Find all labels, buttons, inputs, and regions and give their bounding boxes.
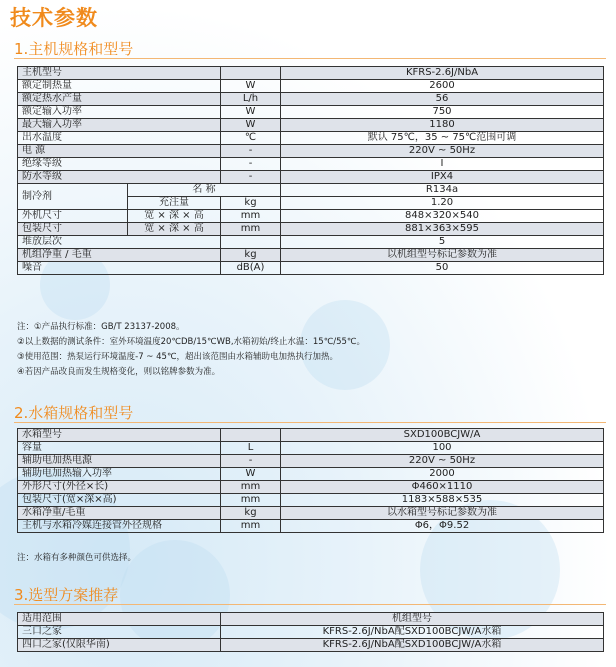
row-label: 噪音 [18, 262, 221, 275]
row-label: 电 源 [18, 145, 221, 158]
row-unit: L/h [221, 93, 281, 106]
row-label: 额定制热量 [18, 80, 221, 93]
row-unit: - [221, 455, 281, 468]
table-row [18, 249, 604, 262]
row-label: 三口之家 [18, 626, 221, 639]
row-label: 四口之家(仅限华南) [18, 639, 221, 652]
page-title: 技术参数 [10, 6, 98, 30]
row-unit: W [221, 80, 281, 93]
tank-note: 注：水箱有多种颜色可供选择。 [17, 553, 137, 563]
row-label: 主机与水箱冷媒连接管外径规格 [18, 520, 221, 533]
host-spec-table [17, 66, 604, 275]
row-label: 最大输入功率 [18, 119, 221, 132]
row-unit: W [221, 106, 281, 119]
divider [14, 604, 606, 605]
section2-title: 2.水箱规格和型号 [14, 404, 134, 422]
refrigerant-charge-label: 充注量 [128, 197, 221, 210]
row-value: KFRS-2.6J/NbA配SXD100BCJW/A水箱 [221, 639, 604, 652]
row-value: 56 [281, 93, 604, 106]
row-label: 外机尺寸 [18, 210, 128, 223]
row-value: 881×363×595 [281, 223, 604, 236]
row-unit: mm [221, 520, 281, 533]
table-row [18, 442, 604, 455]
table-row [18, 626, 604, 639]
table-row [18, 639, 604, 652]
row-value: 750 [281, 106, 604, 119]
header-value: 机组型号 [221, 613, 604, 626]
row-value: I [281, 158, 604, 171]
table-row [18, 145, 604, 158]
row-unit: W [221, 468, 281, 481]
note-line: ④若因产品改良而发生规格变化，则以铭牌参数为准。 [17, 367, 221, 377]
row-label: 包装尺寸 [18, 223, 128, 236]
row-unit: mm [221, 494, 281, 507]
row-value: SXD100BCJW/A [281, 429, 604, 442]
row-unit: W [221, 119, 281, 132]
row-value: 以机组型号标记参数为准 [281, 249, 604, 262]
table-row [18, 171, 604, 184]
row-unit [221, 429, 281, 442]
row-value: 1183×588×535 [281, 494, 604, 507]
row-unit: kg [221, 249, 281, 262]
row-unit: - [221, 171, 281, 184]
divider [14, 58, 606, 59]
divider [14, 422, 606, 423]
selection-table [17, 612, 604, 652]
row-label: 绝缘等级 [18, 158, 221, 171]
row-label: 额定热水产量 [18, 93, 221, 106]
row-label: 辅助电加热输入功率 [18, 468, 221, 481]
table-row [18, 223, 604, 236]
note-line: ②以上数据的测试条件：室外环境温度20℃DB/15℃WB,水箱初始/终止水温：15℃/55℃。 [17, 337, 365, 347]
row-sub: 宽 × 深 × 高 [128, 210, 221, 223]
table-header-row [18, 613, 604, 626]
section3-title: 3.选型方案推荐 [14, 586, 119, 604]
row-value: 50 [281, 262, 604, 275]
row-value: Φ6，Φ9.52 [281, 520, 604, 533]
row-label: 辅助电加热电源 [18, 455, 221, 468]
row-label: 防水等级 [18, 171, 221, 184]
row-label: 机组净重 / 毛重 [18, 249, 221, 262]
table-row [18, 481, 604, 494]
table-row [18, 67, 604, 80]
row-label: 包装尺寸(宽×深×高) [18, 494, 221, 507]
table-row [18, 210, 604, 223]
row-value: 1180 [281, 119, 604, 132]
tank-spec-table [17, 428, 604, 533]
table-row [18, 262, 604, 275]
row-label: 堆放层次 [18, 236, 221, 249]
table-row [18, 132, 604, 145]
row-unit: mm [221, 210, 281, 223]
row-value: KFRS-2.6J/NbA [281, 67, 604, 80]
table-row [18, 184, 604, 197]
row-value: 5 [281, 236, 604, 249]
host-notes [17, 320, 365, 380]
row-value: 2000 [281, 468, 604, 481]
row-value: 默认 75℃，35 ~ 75℃范围可调 [281, 132, 604, 145]
row-value: IPX4 [281, 171, 604, 184]
row-label: 主机型号 [18, 67, 221, 80]
row-value: KFRS-2.6J/NbA配SXD100BCJW/A水箱 [221, 626, 604, 639]
note-line: ③使用范围：热泵运行环境温度-7 ~ 45℃，超出该范围由水箱辅助电加热执行加热。 [17, 352, 338, 362]
row-unit: mm [221, 223, 281, 236]
table-row [18, 236, 604, 249]
row-unit: L [221, 442, 281, 455]
table-row [18, 93, 604, 106]
row-value: 848×320×540 [281, 210, 604, 223]
refrigerant-charge-unit: kg [221, 197, 281, 210]
row-value: Φ460×1110 [281, 481, 604, 494]
table-row [18, 80, 604, 93]
row-unit: kg [221, 507, 281, 520]
row-sub: 宽 × 深 × 高 [128, 223, 221, 236]
table-row [18, 455, 604, 468]
row-label: 容量 [18, 442, 221, 455]
row-value: 100 [281, 442, 604, 455]
table-row [18, 106, 604, 119]
row-value: 220V ~ 50Hz [281, 145, 604, 158]
row-unit [221, 236, 281, 249]
row-value: 以水箱型号标记参数为准 [281, 507, 604, 520]
table-row [18, 507, 604, 520]
row-unit: ℃ [221, 132, 281, 145]
row-unit: - [221, 145, 281, 158]
row-unit [221, 67, 281, 80]
table-row [18, 429, 604, 442]
row-unit: - [221, 158, 281, 171]
table-row [18, 468, 604, 481]
row-value: 2600 [281, 80, 604, 93]
header-label: 适用范围 [18, 613, 221, 626]
refrigerant-label: 制冷剂 [18, 184, 128, 210]
row-unit: mm [221, 481, 281, 494]
refrigerant-name-value: R134a [281, 184, 604, 197]
section1-title: 1.主机规格和型号 [14, 40, 134, 58]
row-label: 额定输入功率 [18, 106, 221, 119]
table-row [18, 119, 604, 132]
row-label: 水箱净重/毛重 [18, 507, 221, 520]
row-label: 水箱型号 [18, 429, 221, 442]
row-label: 出水温度 [18, 132, 221, 145]
table-row [18, 520, 604, 533]
table-row [18, 494, 604, 507]
refrigerant-name-label: 名 称 [128, 184, 281, 197]
note-line: 注：①产品执行标准：GB/T 23137-2008。 [17, 322, 185, 332]
refrigerant-charge-value: 1.20 [281, 197, 604, 210]
row-label: 外形尺寸(外径×长) [18, 481, 221, 494]
row-unit: dB(A) [221, 262, 281, 275]
row-value: 220V ~ 50Hz [281, 455, 604, 468]
table-row [18, 158, 604, 171]
